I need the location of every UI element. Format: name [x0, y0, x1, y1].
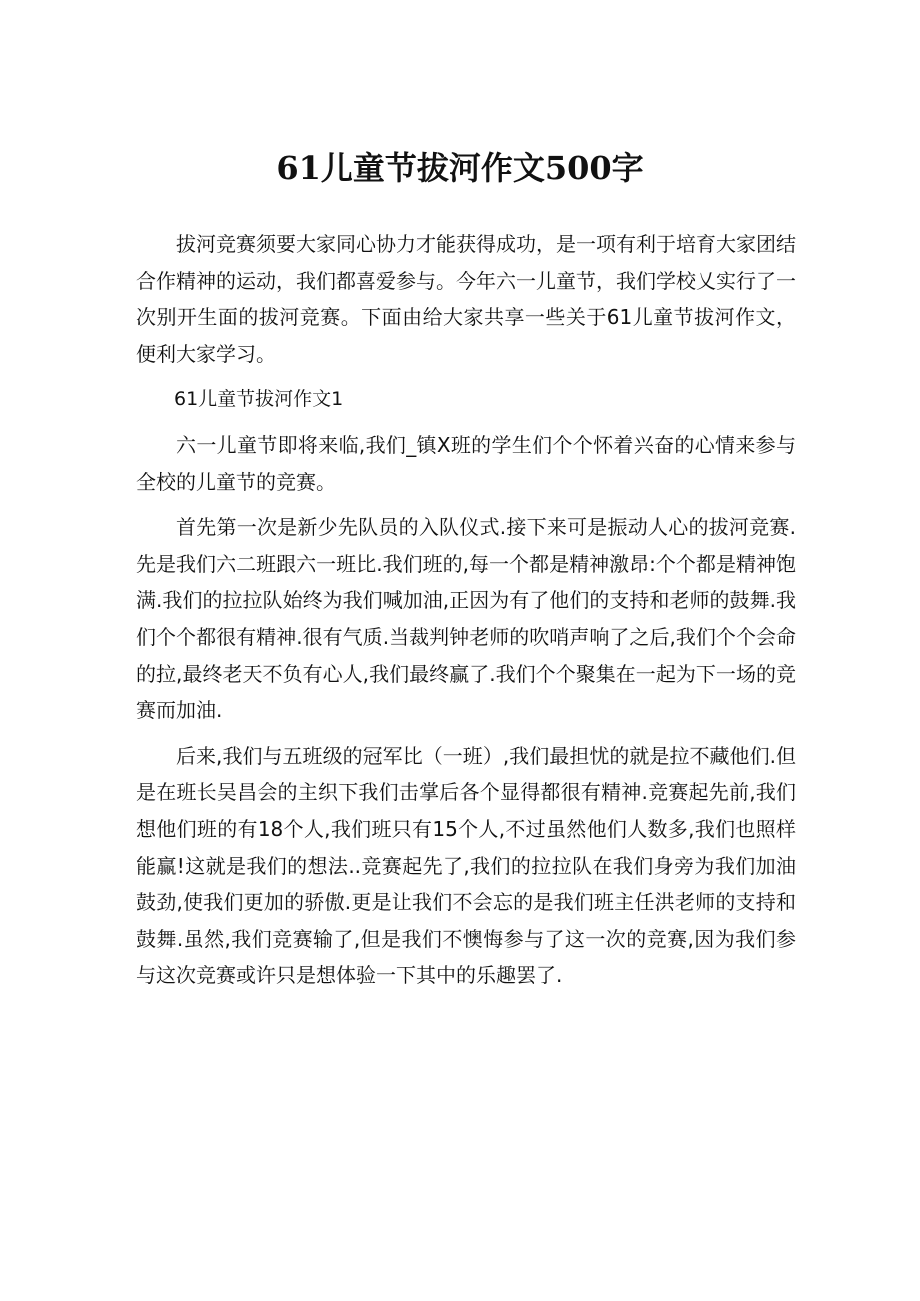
body-paragraph: 后来,我们与五班级的冠军比（一班）,我们最担忧的就是拉不藏他们.但是在班长吴昌会的主织下我们击掌后各个显得都很有精神.竞赛起先前,我们想他们班的有18个人,我们班只有15个人,不过虽然他们人数多,我们也照样能赢!这就是我们的想法..竞赛起先了,我们的拉拉队在我们身旁为我们加油鼓劲,使我们更加的骄傲.更是让我们不会忘的是我们班主任洪老师的支持和鼓舞.虽然,我们竞赛输了,但是我们不懊悔参与了这一次的竞赛,因为我们参与这次竞赛或许只是想体验一下其中的乐趣罢了.	[136, 743, 796, 988]
section-heading: 61儿童节拔河作文1	[174, 388, 344, 411]
intro-paragraph: 拔河竞赛须要大家同心协力才能获得成功，是一项有利于培育大家团结合作精神的运动，我们都喜爱参与。今年六一儿童节，我们学校乂实行了一次别开生面的拔河竞赛。下面由给大家共享一些关于61儿童节拔河作文，便利大家学习。	[136, 232, 796, 366]
document-title: 61儿童节拔河作文500字	[276, 149, 644, 187]
body-paragraph: 首先第一次是新少先队员的入队仪式.接下来可是振动人心的拔河竞赛.先是我们六二班跟六一班比.我们班的,每一个都是精神激昂:个个都是精神饱满.我们的拉拉队始终为我们喊加油,正因为有了他们的支持和老师的鼓舞.我们个个都很有精神.很有气质.当裁判钟老师的吹哨声响了之后,我们个个会命的拉,最终老天不负有心人,我们最终赢了.我们个个聚集在一起为下一场的竞赛而加油.	[136, 515, 796, 723]
body-paragraph: 六一儿童节即将来临,我们_镇X班的学生们个个怀着兴奋的心情来参与全校的儿童节的竞赛。	[136, 432, 796, 494]
document-body	[136, 226, 796, 994]
